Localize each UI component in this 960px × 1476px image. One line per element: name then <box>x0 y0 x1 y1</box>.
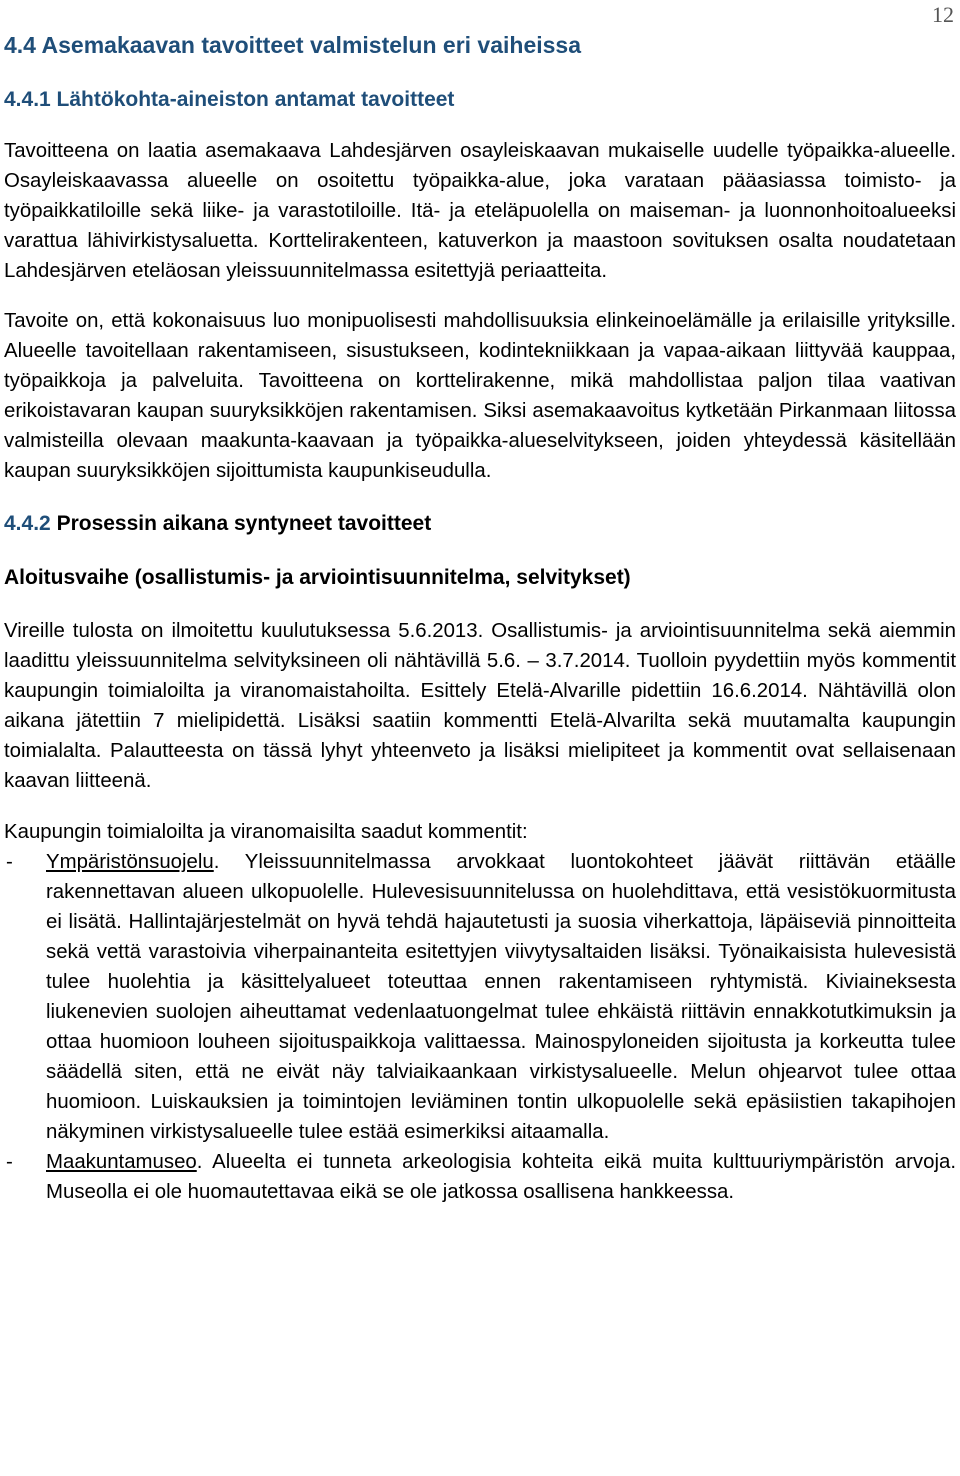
comment-text <box>46 1147 956 1207</box>
comment-body: . Yleissuunnitelmassa arvokkaat luontokohteet jäävät riittävän etäälle rakennettavan alueen ulkopuolelle. Hulevesisuunnitelussa on huolehdittava, että vesistökuormitusta ei lisätä. Hallintajärjestelmät on hyvä tehdä hajautetusti ja suosia viherkattoja, läpäiseviä pinnoitteita sekä vettä varastoivia viherpainanteita esitettyjen viivytysaltaiden lisäksi. Työnaikaisista hulevesistä tulee huolehtia ja käsittelyalueet toteuttaa ennen rakentamiseen ryhtymistä. Kiviaineksesta liukenevien suolojen aiheuttamat vedenlaatuongelmat tulee ehkäistä riittävin ennakkotutkimuksin ja ottaa huomioon louheen sijoituspaikkoja valittaessa. Mainospyloneiden sijoitusta ja korkeutta tulee säädellä siten, että ne eivät näy talviaikaankaan virkistysalueelle. Melun ohjearvot tulee ottaa huomioon. Luiskauksien ja toimintojen leviäminen tontin ulkopuolelle sekä epäsiistien takapihojen näkyminen virkistysalueelle tulee estää esimerkiksi aitaamalla. <box>46 851 956 1143</box>
list-dash: - <box>6 851 13 873</box>
list-item <box>4 847 956 1147</box>
section-heading: 4.4 Asemakaavan tavoitteet valmistelun eri vaiheissa <box>4 32 582 58</box>
list-item <box>4 1147 956 1207</box>
list-dash: - <box>6 1151 13 1173</box>
page-number: 12 <box>932 2 954 27</box>
paragraph-overall-goal: Tavoite on, että kokonaisuus luo monipuolisesti mahdollisuuksia elinkeinoelämälle ja erilaisille yrityksille. Alueelle tavoitellaan rakentamiseen, sisustukseen, kodintekniikkaan ja vapaa-aikaan liittyvää kauppaa, työpaikkoja ja palveluita. Tavoitteena on korttelirakenne, mikä mahdollistaa paljon tilaa vaativan erikoistavaran kaupan suuryksikköjen rakentamisen. Siksi asemakaavoitus kytketään Pirkanmaan liitossa valmisteilla olevaan maakunta-kaavaan ja työpaikka-alueselvitykseen, joiden yhteydessä käsitellään kaupan suuryksikköjen sijoittumista kaupunkiseudulla. <box>4 310 956 482</box>
paragraph-initiation: Vireille tulosta on ilmoitettu kuulutuksessa 5.6.2013. Osallistumis- ja arviointisuunnitelma sekä aiemmin laadittu yleissuunnitelma selvityksineen oli nähtävillä 5.6. – 3.7.2014. Tuolloin pyydettiin myös kommentit kaupungin toimialoilta ja viranomaistahoilta. Esittely Etelä-Alvarille pidettiin 16.6.2014. Nähtävillä olon aikana jätettiin 7 mielipidettä. Lisäksi saatiin kommentti Etelä-Alvarilta sekä muutamalta kaupungin toimialalta. Palautteesta on tässä lyhyt yhteenveto ja lisäksi mielipiteet ja kommentit ovat sellaisenaan kaavan liitteenä. <box>4 620 956 792</box>
paragraph-starting-point-goals: Tavoitteena on laatia asemakaava Lahdesjärven osayleiskaavan mukaiselle uudelle työpaikka-alueelle. Osayleiskaavassa alueelle on osoitettu työpaikka-alue, joka varataan pääasiassa toimisto- ja työpaikkatiloille sekä liike- ja varastotiloille. Itä- ja eteläpuolella on maiseman- ja luonnonhoitoalueeksi varattua lähivirkistysaluetta. Korttelirakenteen, katuverkon ja maastoon sovituksen osalta noudatetaan Lahdesjärven eteläosan yleissuunnitelmassa esitettyjä periaatteita. <box>4 140 956 282</box>
phase-heading: Aloitusvaihe (osallistumis- ja arviointisuunnitelma, selvitykset) <box>4 566 631 589</box>
subsection-heading-4-4-2 <box>4 509 956 539</box>
comments-intro: Kaupungin toimialoilta ja viranomaisilta saadut kommentit: <box>4 821 528 843</box>
document-body <box>4 24 956 1207</box>
subsection-title: Prosessin aikana syntyneet tavoitteet <box>56 512 432 535</box>
comment-source: Maakuntamuseo <box>46 1151 197 1173</box>
subsection-number: 4.4.2 <box>4 512 51 535</box>
comment-text <box>46 847 956 1147</box>
comment-body: . Alueelta ei tunneta arkeologisia kohteita eikä muita kulttuuriympäristön arvoja. Museolla ei ole huomautettavaa eikä se ole jatkossa osallisena hankkeessa. <box>46 1151 956 1203</box>
subsection-heading-4-4-1: 4.4.1 Lähtökohta-aineiston antamat tavoitteet <box>4 88 455 111</box>
comment-source: Ympäristönsuojelu <box>46 851 214 873</box>
